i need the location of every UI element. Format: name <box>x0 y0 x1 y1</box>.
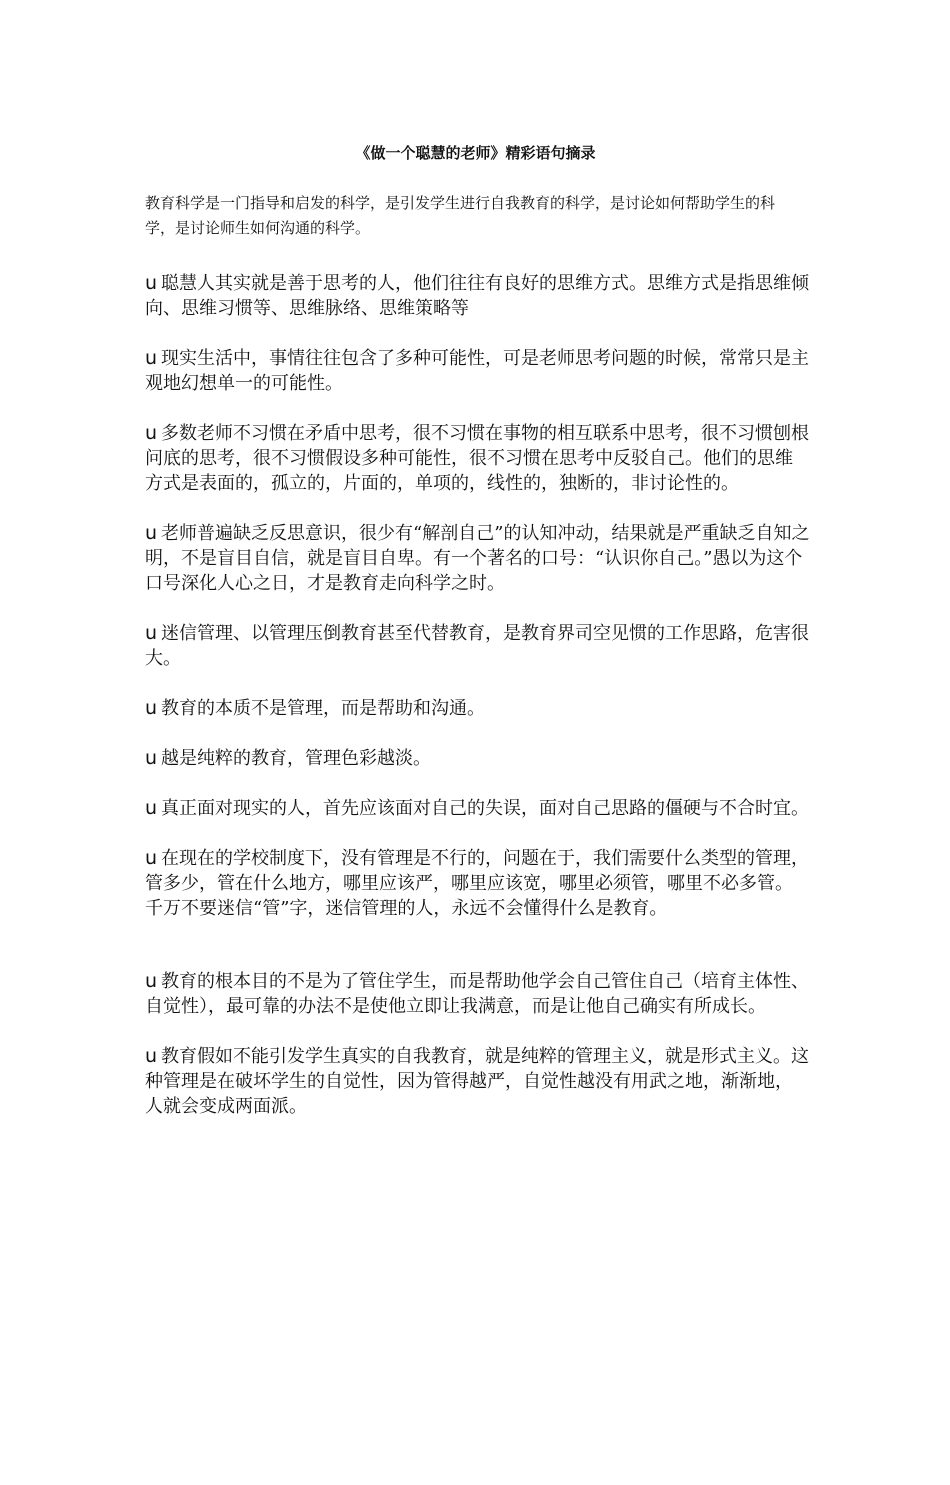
bullet-marker: u <box>145 970 158 992</box>
quote-text: 越是纯粹的教育，管理色彩越淡。 <box>161 748 432 769</box>
quote-text: 迷信管理、以管理压倒教育甚至代替教育，是教育界司空见惯的工作思路，危害很大。 <box>145 623 810 669</box>
bullet-marker: u <box>145 697 158 719</box>
document-title: 《做一个聪慧的老师》精彩语句摘录 <box>355 144 596 162</box>
quote-text: 教育的本质不是管理，而是帮助和沟通。 <box>161 698 486 719</box>
quote-text: 现实生活中，事情往往包含了多种可能性，可是老师思考问题的时候，常常只是主观地幻想单一的可能性。 <box>145 348 810 394</box>
bullet-marker: u <box>145 847 158 869</box>
quote-item <box>145 521 810 596</box>
quote-item <box>145 621 810 671</box>
bullet-marker: u <box>145 347 158 369</box>
bullet-marker: u <box>145 272 158 294</box>
quote-text: 多数老师不习惯在矛盾中思考，很不习惯在事物的相互联系中思考，很不习惯刨根问底的思考，很不习惯假设多种可能性，很不习惯在思考中反驳自己。他们的思维方式是表面的，孤立的，片面的，单项的，线性的，独断的，非讨论性的。 <box>145 423 810 494</box>
bullet-marker: u <box>145 522 158 544</box>
quote-text: 教育的根本目的不是为了管住学生，而是帮助他学会自己管住自己（培育主体性、自觉性），最可靠的办法不是使他立即让我满意，而是让他自己确实有所成长。 <box>145 971 810 1017</box>
quote-text: 聪慧人其实就是善于思考的人，他们往往有良好的思维方式。思维方式是指思维倾向、思维习惯等、思维脉络、思维策略等 <box>145 273 810 319</box>
quote-item <box>145 746 810 771</box>
quote-text: 老师普遍缺乏反思意识，很少有“解剖自己”的认知冲动，结果就是严重缺乏自知之明，不是盲目自信，就是盲目自卑。有一个著名的口号：“认识你自己。”愚以为这个口号深化人心之日，才是教育走向科学之时。 <box>145 523 810 594</box>
quote-text: 真正面对现实的人，首先应该面对自己的失误，面对自己思路的僵硬与不合时宜。 <box>161 798 810 819</box>
quote-item <box>145 271 810 321</box>
bullet-marker: u <box>145 747 158 769</box>
quote-item <box>145 846 810 921</box>
bullet-marker: u <box>145 1045 158 1067</box>
document-page <box>0 141 950 1485</box>
quote-item <box>145 346 810 396</box>
quote-text: 教育假如不能引发学生真实的自我教育，就是纯粹的管理主义，就是形式主义。这种管理是在破坏学生的自觉性，因为管得越严，自觉性越没有用武之地，渐渐地，人就会变成两面派。 <box>145 1046 810 1117</box>
quote-item <box>145 969 810 1019</box>
intro-paragraph: 教育科学是一门指导和启发的科学，是引发学生进行自我教育的科学，是讨论如何帮助学生的科学，是讨论师生如何沟通的科学。 <box>145 194 776 237</box>
quote-item <box>145 796 810 821</box>
quote-item <box>145 1044 810 1119</box>
quote-item <box>145 421 810 496</box>
bullet-marker: u <box>145 422 158 444</box>
quote-text: 在现在的学校制度下，没有管理是不行的，问题在于，我们需要什么类型的管理，管多少，管在什么地方，哪里应该严，哪里应该宽，哪里必须管，哪里不必多管。千万不要迷信“管”字，迷信管理的人，永远不会懂得什么是教育。 <box>145 848 810 919</box>
bullet-marker: u <box>145 797 158 819</box>
bullet-marker: u <box>145 622 158 644</box>
quote-list <box>145 271 810 1119</box>
quote-item <box>145 696 810 721</box>
